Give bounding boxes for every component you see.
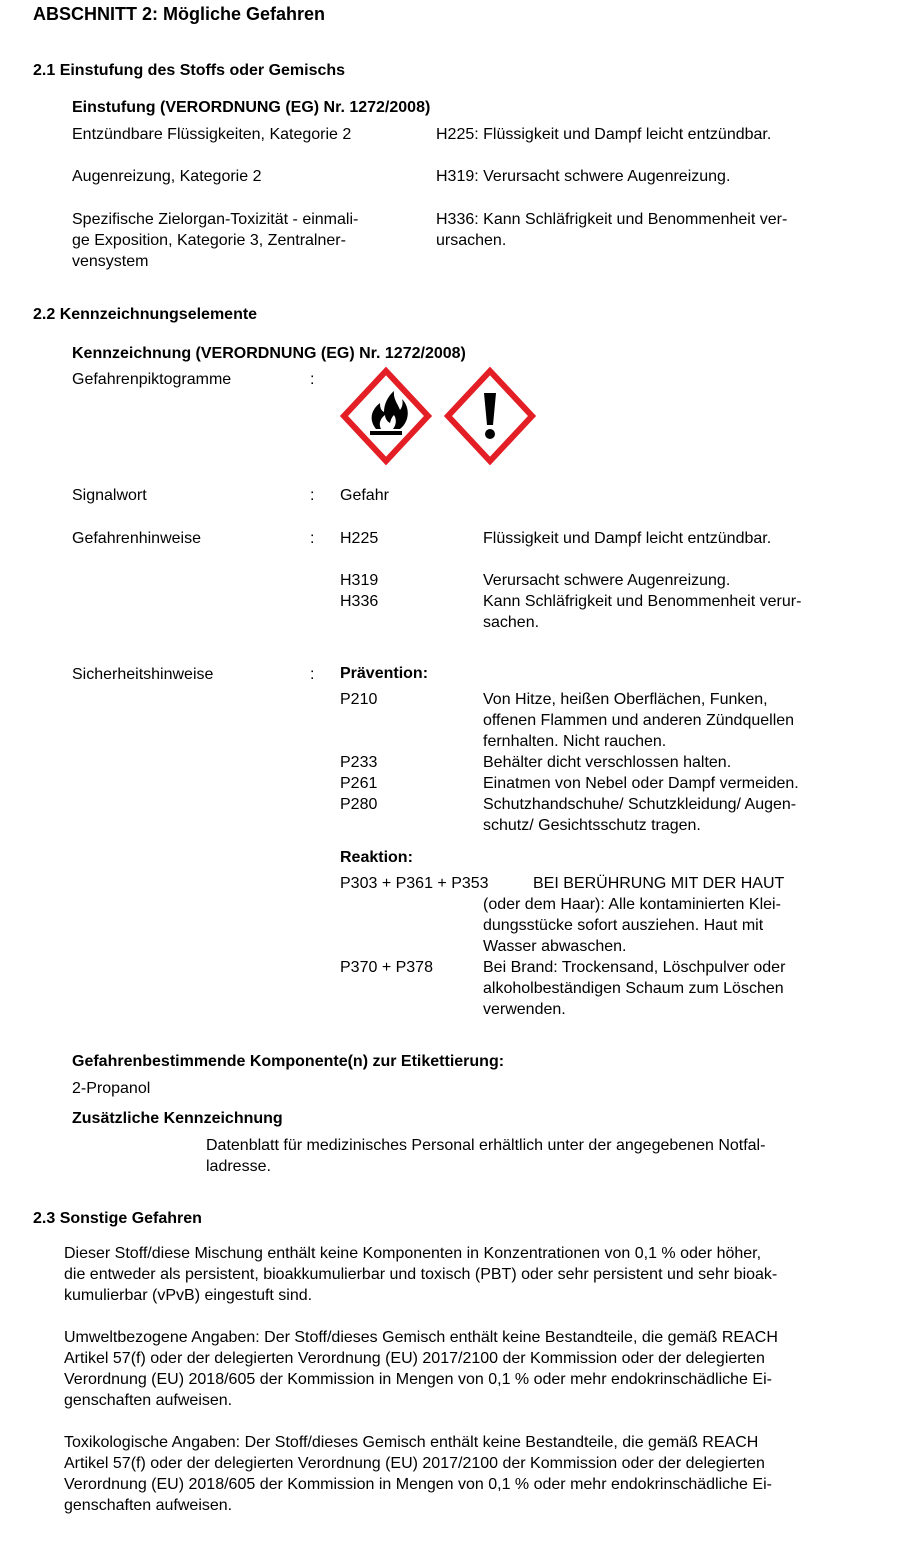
colon: : xyxy=(310,530,315,547)
paragraph-line: die entweder als persistent, bioakkumulierbar und toxisch (PBT) oder sehr persistent und sehr bioak- xyxy=(64,1266,778,1283)
precaution-code: P370 + P378 xyxy=(340,959,433,976)
precaution-code: P303 + P361 + P353 xyxy=(340,875,489,892)
classification-hazard: H336: Kann Schläfrigkeit und Benommenheit ver- xyxy=(436,211,788,228)
precaution-text: schutz/ Gesichtsschutz tragen. xyxy=(483,817,701,834)
colon: : xyxy=(310,487,315,504)
hazard-statements-label: Gefahrenhinweise xyxy=(72,530,201,547)
classification-category: Spezifische Zielorgan-Toxizität - einmali- xyxy=(72,211,359,228)
section-title: ABSCHNITT 2: Mögliche Gefahren xyxy=(33,4,326,24)
subsection-2-3-title: 2.3 Sonstige Gefahren xyxy=(33,1210,202,1227)
additional-labelling-title: Zusätzliche Kennzeichnung xyxy=(72,1110,283,1127)
classification-hazard: H225: Flüssigkeit und Dampf leicht entzündbar. xyxy=(436,126,772,143)
hazard-text: sachen. xyxy=(483,614,540,631)
paragraph-line: genschaften aufweisen. xyxy=(64,1392,233,1409)
paragraph-line: Verordnung (EU) 2018/605 der Kommission in Mengen von 0,1 % oder mehr endokrinschädliche Ei- xyxy=(64,1476,772,1493)
precaution-text: offenen Flammen und anderen Zündquellen xyxy=(483,712,795,729)
signal-word-value: Gefahr xyxy=(340,487,389,504)
flame-pictogram-icon xyxy=(340,367,432,465)
precaution-text: alkoholbeständigen Schaum zum Löschen xyxy=(483,980,784,997)
hazard-code: H336 xyxy=(340,593,379,610)
classification-subtitle: Einstufung (VERORDNUNG (EG) Nr. 1272/2008) xyxy=(72,99,431,116)
prevention-title: Prävention: xyxy=(340,665,429,682)
hazard-text: Flüssigkeit und Dampf leicht entzündbar. xyxy=(483,530,772,547)
additional-labelling-text: Datenblatt für medizinisches Personal erhältlich unter der angegebenen Notfal- xyxy=(206,1137,766,1154)
signal-word-label: Signalwort xyxy=(72,487,147,504)
subsection-2-2-title: 2.2 Kennzeichnungselemente xyxy=(33,306,258,323)
exclamation-pictogram-icon xyxy=(444,367,536,465)
hazard-text: Kann Schläfrigkeit und Benommenheit verur- xyxy=(483,593,802,610)
components-value: 2-Propanol xyxy=(72,1080,151,1097)
paragraph-line: Toxikologische Angaben: Der Stoff/dieses Gemisch enthält keine Bestandteile, die gemäß REACH xyxy=(64,1434,759,1451)
paragraph-line: Umweltbezogene Angaben: Der Stoff/dieses Gemisch enthält keine Bestandteile, die gemäß REACH xyxy=(64,1329,778,1346)
colon: : xyxy=(310,666,315,683)
hazard-code: H225 xyxy=(340,530,379,547)
classification-category: ge Exposition, Kategorie 3, Zentralner- xyxy=(72,232,346,249)
precaution-text: (oder dem Haar): Alle kontaminierten Klei- xyxy=(483,896,781,913)
paragraph-line: Dieser Stoff/diese Mischung enthält keine Komponenten in Konzentrationen von 0,1 % oder höher, xyxy=(64,1245,762,1262)
precaution-text: Bei Brand: Trockensand, Löschpulver oder xyxy=(483,959,786,976)
classification-category: Augenreizung, Kategorie 2 xyxy=(72,168,262,185)
precaution-code: P210 xyxy=(340,691,378,708)
precaution-text: Behälter dicht verschlossen halten. xyxy=(483,754,732,771)
precaution-text: Einatmen von Nebel oder Dampf vermeiden. xyxy=(483,775,799,792)
classification-category: Entzündbare Flüssigkeiten, Kategorie 2 xyxy=(72,126,352,143)
precaution-text: Schutzhandschuhe/ Schutzkleidung/ Augen- xyxy=(483,796,797,813)
precaution-text: fernhalten. Nicht rauchen. xyxy=(483,733,667,750)
pictograms-label: Gefahrenpiktogramme xyxy=(72,371,232,388)
precaution-text: dungsstücke sofort ausziehen. Haut mit xyxy=(483,917,764,934)
classification-hazard: ursachen. xyxy=(436,232,507,249)
paragraph-line: Artikel 57(f) oder der delegierten Verordnung (EU) 2017/2100 der Kommission oder der delegierten xyxy=(64,1455,765,1472)
precaution-text: verwenden. xyxy=(483,1001,566,1018)
reaction-title: Reaktion: xyxy=(340,849,413,866)
components-title: Gefahrenbestimmende Komponente(n) zur Etikettierung: xyxy=(72,1053,505,1070)
classification-category: vensystem xyxy=(72,253,149,270)
paragraph-line: kumulierbar (vPvB) eingestuft sind. xyxy=(64,1287,313,1304)
labelling-subtitle: Kennzeichnung (VERORDNUNG (EG) Nr. 1272/2008) xyxy=(72,345,466,362)
hazard-code: H319 xyxy=(340,572,379,589)
hazard-text: Verursacht schwere Augenreizung. xyxy=(483,572,731,589)
paragraph-line: genschaften aufweisen. xyxy=(64,1497,233,1514)
colon: : xyxy=(310,371,315,388)
paragraph-line: Artikel 57(f) oder der delegierten Verordnung (EU) 2017/2100 der Kommission oder der delegierten xyxy=(64,1350,765,1367)
precaution-code: P233 xyxy=(340,754,378,771)
additional-labelling-text: ladresse. xyxy=(206,1158,271,1175)
subsection-2-1-title: 2.1 Einstufung des Stoffs oder Gemischs xyxy=(33,62,346,79)
precaution-text: Von Hitze, heißen Oberflächen, Funken, xyxy=(483,691,768,708)
precaution-code: P280 xyxy=(340,796,378,813)
precaution-code: P261 xyxy=(340,775,378,792)
precautionary-statements-label: Sicherheitshinweise xyxy=(72,666,214,683)
precaution-text: BEI BERÜHRUNG MIT DER HAUT xyxy=(533,875,785,892)
precaution-text: Wasser abwaschen. xyxy=(483,938,627,955)
paragraph-line: Verordnung (EU) 2018/605 der Kommission in Mengen von 0,1 % oder mehr endokrinschädliche Ei- xyxy=(64,1371,772,1388)
classification-hazard: H319: Verursacht schwere Augenreizung. xyxy=(436,168,731,185)
